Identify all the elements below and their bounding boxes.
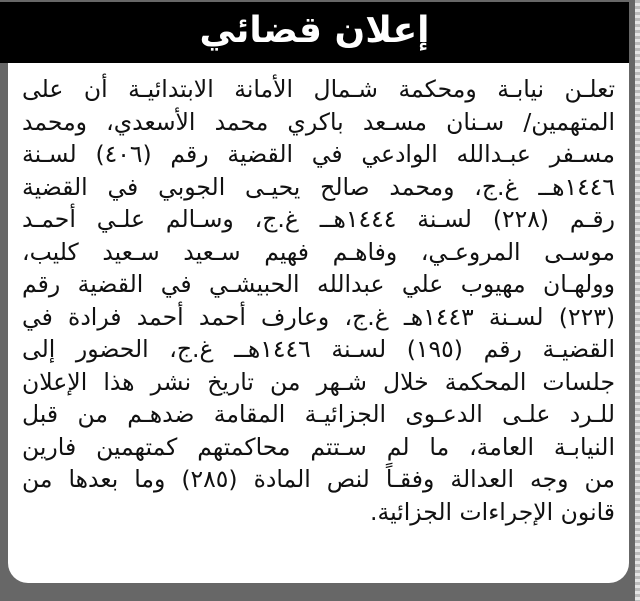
notice-line: للـرد علـى الدعـوى الجزائيـة المقامة ضدهـم من قبل bbox=[22, 400, 615, 428]
notice-line: من وجه العدالة وفقـاً لنص المادة (٢٨٥) وما بعدها من bbox=[22, 465, 615, 493]
notice-line: ١٤٤٦هــ غ.ج، ومحمد صالح يحيـى الجوبي في القضية bbox=[22, 172, 615, 201]
page-edge bbox=[635, 0, 640, 601]
notice-line: النيابـة العامة، ما لم سـتتم محاكمتهم كمتهمين فارين bbox=[22, 432, 615, 461]
notice-line: رقـم (٢٢٨) لسـنة ١٤٤٤هــ غ.ج، وسـالم علـي أحمـد bbox=[22, 205, 615, 233]
notice-line: مسـفر عبـدالله الوادعي في القضية رقم (٤٠٦) لسـنة bbox=[22, 140, 615, 168]
notice-line: القضيـة رقم (١٩٥) لسـنة ١٤٤٦هــ غ.ج، الحضور إلى bbox=[22, 335, 615, 363]
notice-body bbox=[8, 63, 629, 583]
notice-line: المتهمين/ سـنان مسـعد باكري محمد الأسعدي، ومحمد bbox=[22, 107, 615, 136]
notice-line: قانون الإجراءات الجزائية. bbox=[370, 497, 615, 526]
notice-line: جلسات المحكمة خلال شـهر من تاريخ نشر هذا الإعلان bbox=[22, 367, 615, 396]
notice-line: وولهـان مهيوب علي عبدالله الحبيشـي في القضية رقم bbox=[22, 270, 615, 298]
notice-paragraph bbox=[22, 73, 615, 528]
notice-line: تعلـن نيابـة ومحكمة شـمال الأمانة الابتدائيـة أن على bbox=[22, 75, 615, 103]
notice-line: موسـى المروعـي، وفاهـم فهيم سـعيد سـعيد كليب، bbox=[22, 237, 615, 266]
notice-header bbox=[0, 2, 629, 63]
notice-title: إعلان قضائي bbox=[199, 9, 430, 51]
notice-line: (٢٢٣) لسـنة ١٤٤٣هـ غ.ج، وعارف أحمد أحمد فرادة في bbox=[22, 302, 615, 331]
